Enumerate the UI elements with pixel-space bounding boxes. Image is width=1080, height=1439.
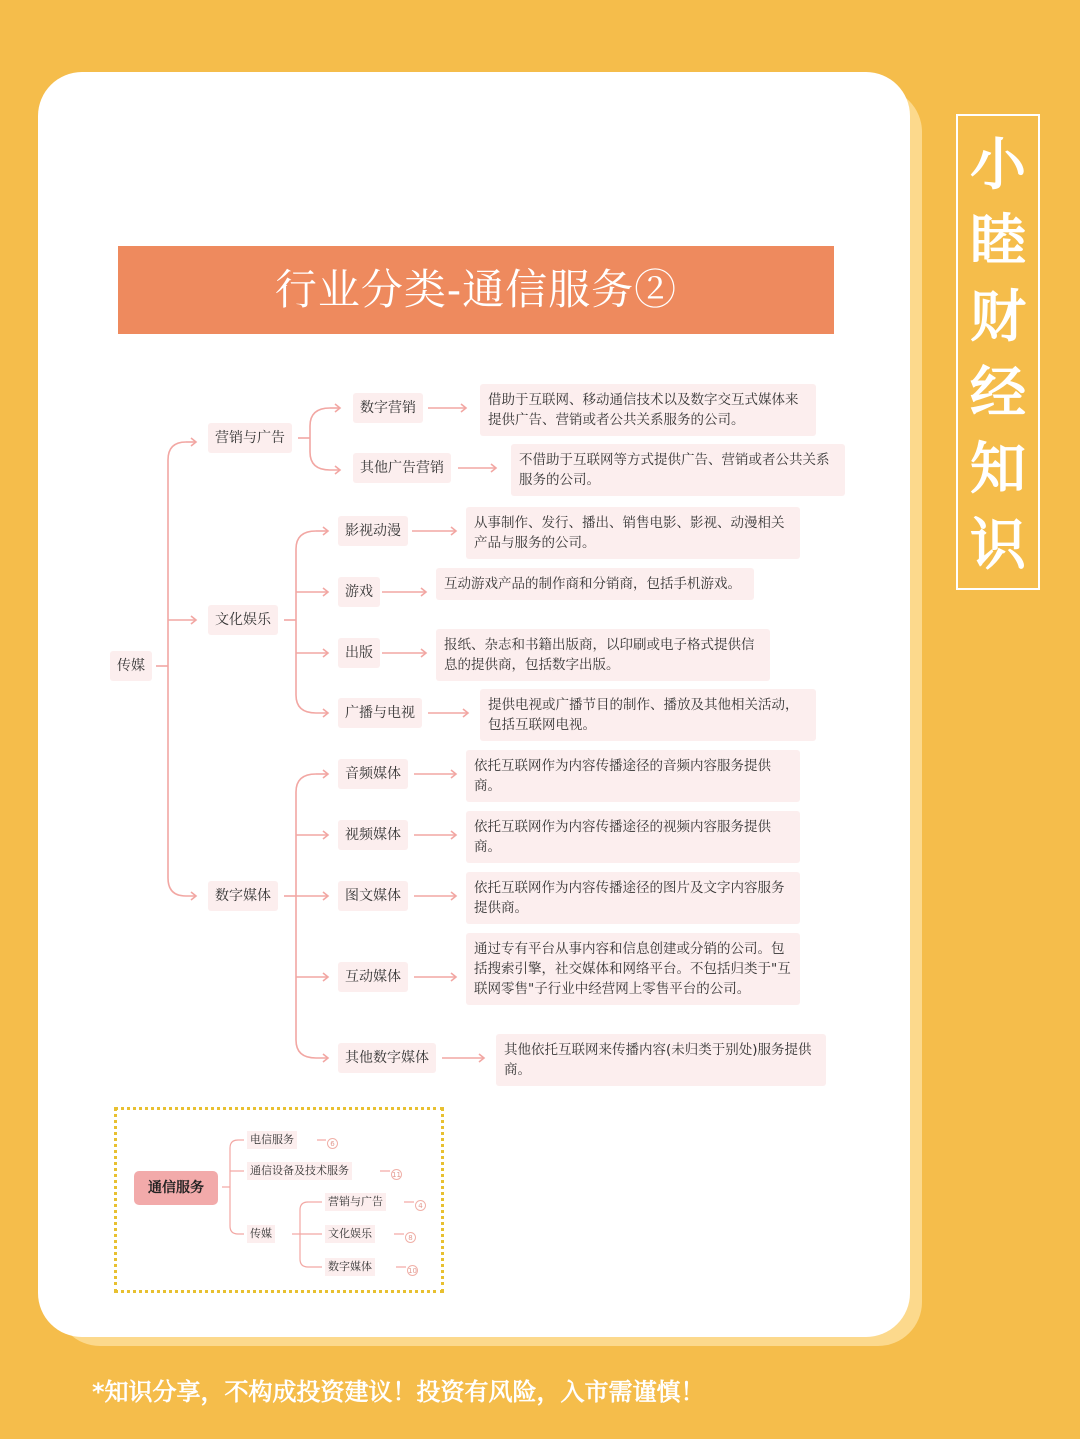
item-node: 广播与电视: [338, 698, 422, 728]
item-description: 依托互联网作为内容传播途径的视频内容服务提供商。: [466, 811, 800, 863]
mini-map-sub-node: 营销与广告: [325, 1193, 386, 1211]
content-card: [38, 72, 910, 1337]
item-node: 图文媒体: [338, 881, 408, 911]
mini-map-sub-node: 文化娱乐: [325, 1225, 375, 1243]
item-description: 不借助于互联网等方式提供广告、营销或者公共关系服务的公司。: [511, 444, 845, 496]
brand-char: 睦: [970, 209, 1026, 274]
mini-map-count-badge: 6: [327, 1138, 338, 1149]
mini-map-count-badge: 10: [408, 1267, 417, 1275]
page-title-banner: 行业分类-通信服务②: [118, 246, 834, 334]
brand-char: 识: [970, 513, 1026, 578]
item-node: 数字营销: [353, 393, 423, 423]
item-description: 提供电视或广播节目的制作、播放及其他相关活动，包括互联网电视。: [480, 689, 816, 741]
group-node-digital-media: 数字媒体: [208, 881, 278, 911]
item-node: 影视动漫: [338, 516, 408, 546]
item-description: 报纸、杂志和书籍出版商，以印刷或电子格式提供信息的提供商，包括数字出版。: [436, 629, 770, 681]
disclaimer-footer: *知识分享，不构成投资建议！投资有风险，入市需谨慎！: [92, 1378, 705, 1406]
mini-map-count-badge: 11: [392, 1171, 401, 1179]
group-node-entertainment: 文化娱乐: [208, 605, 278, 635]
item-description: 从事制作、发行、播出、销售电影、影视、动漫相关产品与服务的公司。: [466, 507, 800, 559]
mini-map-node: 通信设备及技术服务: [247, 1162, 352, 1180]
brand-char: 知: [970, 437, 1026, 502]
brand-vertical-title: [956, 114, 1040, 590]
mini-map-count-badge: 4: [415, 1200, 426, 1211]
item-description: 依托互联网作为内容传播途径的音频内容服务提供商。: [466, 750, 800, 802]
item-description: 依托互联网作为内容传播途径的图片及文字内容服务提供商。: [466, 872, 800, 924]
overview-mini-map: [114, 1107, 444, 1293]
mini-map-root: 通信服务: [134, 1171, 218, 1205]
mini-map-count-badge: 8: [405, 1232, 416, 1243]
mini-map-node: 传媒: [247, 1225, 275, 1243]
brand-char: 小: [970, 133, 1026, 198]
item-node: 视频媒体: [338, 820, 408, 850]
item-description: 通过专有平台从事内容和信息创建或分销的公司。包括搜索引擎，社交媒体和网络平台。不包括归类于"互联网零售"子行业中经营网上零售平台的公司。: [466, 933, 800, 1005]
item-node: 其他广告营销: [353, 453, 451, 483]
tree-root-node: 传媒: [110, 651, 152, 681]
mini-map-sub-node: 数字媒体: [325, 1258, 375, 1276]
item-node: 音频媒体: [338, 759, 408, 789]
item-node: 其他数字媒体: [338, 1043, 436, 1073]
item-node: 出版: [338, 638, 380, 668]
item-description: 互动游戏产品的制作商和分销商，包括手机游戏。: [436, 568, 754, 600]
brand-char: 经: [970, 361, 1026, 426]
item-node: 互动媒体: [338, 962, 408, 992]
brand-char: 财: [970, 285, 1026, 350]
group-node-marketing: 营销与广告: [208, 423, 292, 453]
item-description: 借助于互联网、移动通信技术以及数字交互式媒体来提供广告、营销或者公共关系服务的公司。: [480, 384, 816, 436]
item-description: 其他依托互联网来传播内容(未归类于别处)服务提供商。: [496, 1034, 826, 1086]
mini-map-node: 电信服务: [247, 1131, 297, 1149]
item-node: 游戏: [338, 577, 380, 607]
